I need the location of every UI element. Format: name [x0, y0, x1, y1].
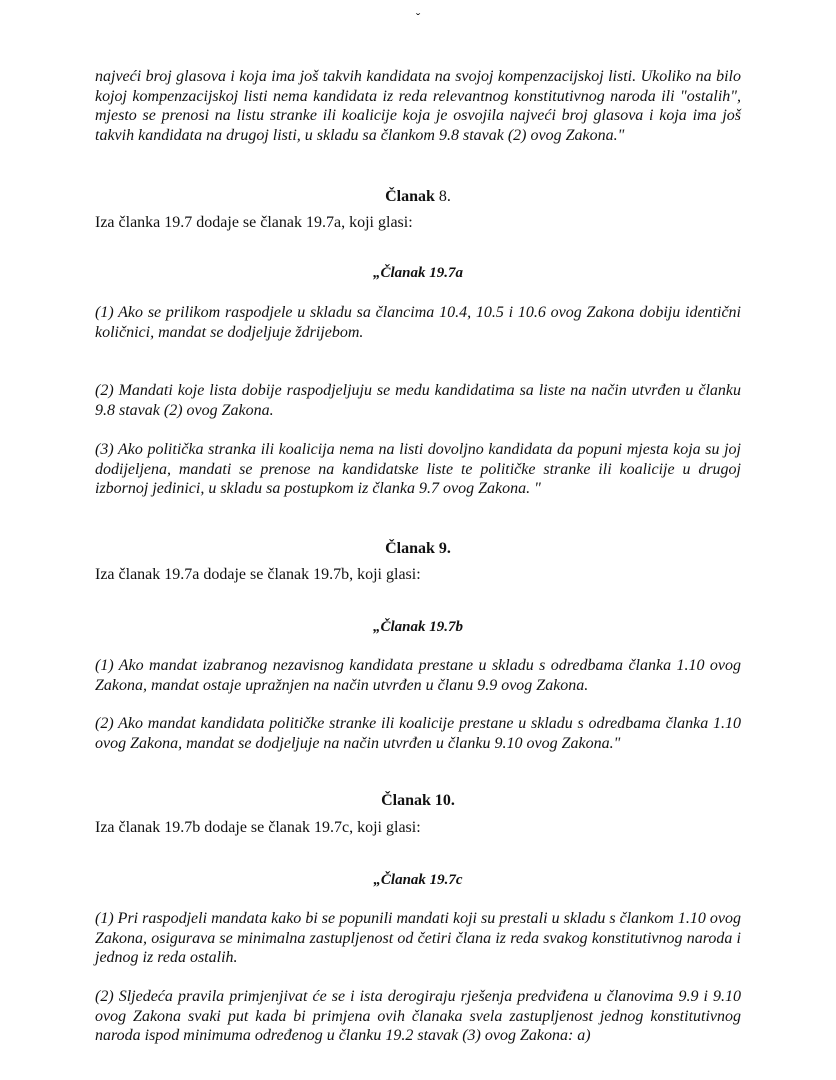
page-top-mark: ˇ [415, 10, 421, 25]
article-8-heading-word: Članak [385, 188, 435, 205]
article-9-intro: Iza članak 19.7a dodaje se članak 19.7b, koji glasi: [95, 566, 421, 583]
article-19-7a-para-3: (3) Ako politička stranka ili koalicija nema na listi dovoljno kandidata da popuni mjesta koja su joj dodijeljena, mandati se prenose na kandidatske liste te političke stranke ili koalicije u drugoj izbornoj jedinici, u skladu sa postupkom iz članka 9.7 ovog Zakona. " [95, 441, 741, 497]
article-19-7b-title: „Članak 19.7b [372, 619, 463, 635]
article-10-heading [95, 791, 741, 811]
article-19-7c-para-2: (2) Sljedeća pravila primjenjivat će se i ista derogiraju rješenja predviđena u članovima 9.9 i 9.10 ovog Zakona svaki put kada bi primjena ovih članaka svela zastupljenost jednog konstitutivnog naroda ispod minimuma određenog u članku 19.2 stavak (3) ovog Zakona: a) [95, 988, 741, 1044]
article-19-7a-para-2: (2) Mandati koje lista dobije raspodjeljuju se medu kandidatima sa liste na način utvrđen u članku 9.8 stavak (2) ovog Zakona. [95, 382, 741, 419]
article-19-7a-title: „Članak 19.7a [372, 265, 463, 281]
article-8-heading [95, 187, 741, 207]
article-19-7c-para-1: (1) Pri raspodjeli mandata kako bi se popunili mandati koji su prestali u skladu s člankom 1.10 ovog Zakona, osigurava se minimalna zastupljenost od četiri člana iz reda svakog konstitutivnog naroda i jednog iz reda ostalih. [95, 910, 741, 966]
continuation-paragraph: najveći broj glasova i koja ima još takvih kandidata na svojoj kompenzacijskoj listi. Ukoliko na bilo kojoj kompenzacijskoj listi nema kandidata iz reda relevantnog konstitutivnog naroda ili "ostalih", mjesto se prenosi na listu stranke ili koalicije koja je osvojila najveći broj glasova i koja ima još takvih kandidata na drugoj listi, u skladu sa člankom 9.8 stavak (2) ovog Zakona." [95, 68, 741, 144]
article-9-heading [95, 539, 741, 559]
article-19-7b-para-2: (2) Ako mandat kandidata političke stranke ili koalicije prestane u skladu s odredbama članka 1.10 ovog Zakona, mandat se dodjeljuje na način utvrđen u članku 9.10 ovog Zakona." [95, 715, 741, 752]
article-19-7b-para-1: (1) Ako mandat izabranog nezavisnog kandidata prestane u skladu s odredbama članka 1.10 ovog Zakona, mandat ostaje upražnjen na način utvrđen u članu 9.9 ovog Zakona. [95, 657, 741, 694]
article-10-heading-text: Članak 10. [381, 792, 455, 809]
article-8-heading-number: 8. [434, 188, 451, 205]
article-10-intro: Iza članak 19.7b dodaje se članak 19.7c, koji glasi: [95, 819, 421, 836]
article-9-heading-text: Članak 9. [385, 540, 451, 557]
article-8-intro: Iza članka 19.7 dodaje se članak 19.7a, koji glasi: [95, 214, 413, 231]
article-19-7c-title: „Članak 19.7c [373, 872, 463, 888]
article-19-7a-para-1: (1) Ako se prilikom raspodjele u skladu sa člancima 10.4, 10.5 i 10.6 ovog Zakona dobiju identični količnici, mandat se dodjeljuje ždrijebom. [95, 304, 741, 341]
